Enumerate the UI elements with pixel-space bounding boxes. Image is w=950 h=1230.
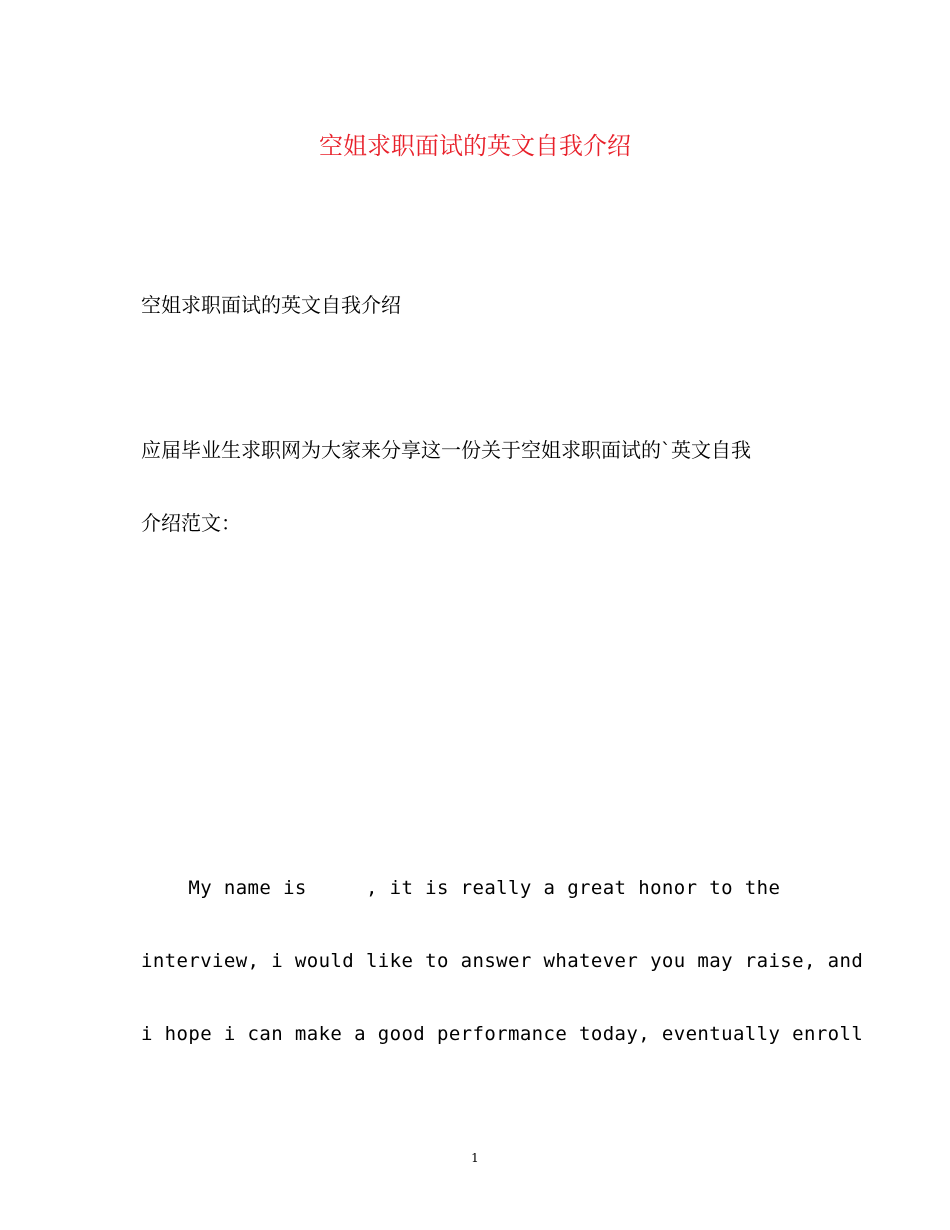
document-subtitle: 空姐求职面试的英文自我介绍 bbox=[141, 293, 401, 317]
intro-line-2: 介绍范文： bbox=[141, 511, 241, 535]
body-line-1: My name is , it is really a great honor to the bbox=[141, 877, 781, 899]
body-line-2: interview, i would like to answer whatever you may raise, and bbox=[141, 950, 864, 972]
page-number: 1 bbox=[471, 1151, 479, 1165]
document-title: 空姐求职面试的英文自我介绍 bbox=[319, 132, 631, 160]
intro-line-1: 应届毕业生求职网为大家来分享这一份关于空姐求职面试的`英文自我 bbox=[141, 438, 751, 462]
body-line-3: i hope i can make a good performance today, eventually enroll bbox=[141, 1023, 864, 1045]
